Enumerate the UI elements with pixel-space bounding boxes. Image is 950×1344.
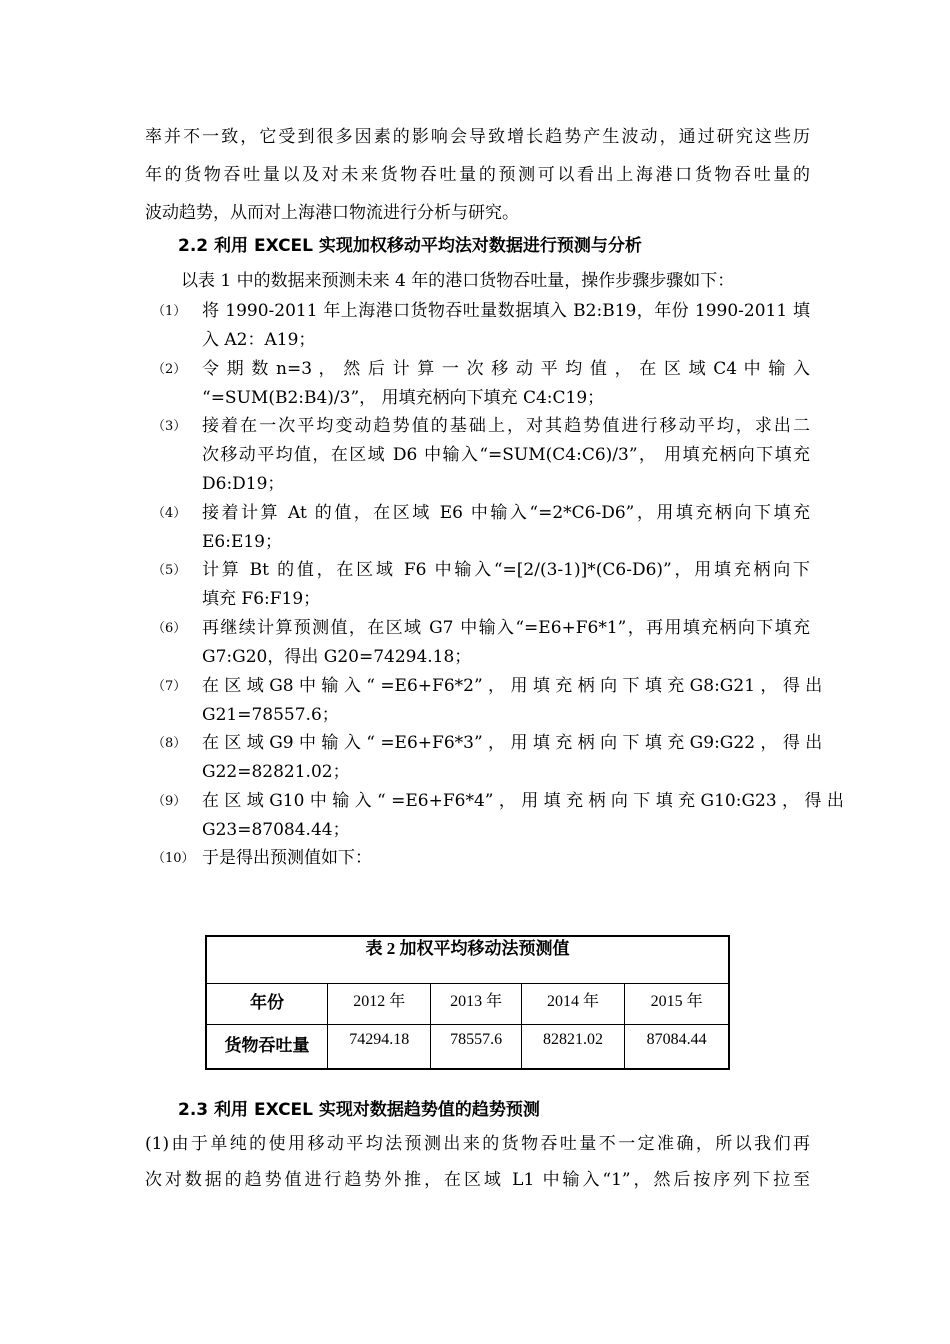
- step-number: （7）: [152, 679, 187, 694]
- section-2-3-heading: 2.3 利用 EXCEL 实现对数据趋势值的趋势预测: [178, 1100, 540, 1120]
- step-2-line-2: “=SUM(B2:B4)/3”， 用填充柄向下填充 C4:C19；: [202, 388, 605, 408]
- section-2-3-line-2: 次对数据的趋势值进行趋势外推，在区域 L1 中输入“1”，然后按序列下拉至: [145, 1170, 810, 1190]
- step-4-line-1: 接着计算 At 的值，在区域 E6 中输入“=2*C6-D6”，用填充柄向下填充: [202, 503, 810, 523]
- intro-line-2: 年的货物吞吐量以及对未来货物吞吐量的预测可以看出上海港口货物吞吐量的: [145, 165, 810, 185]
- table-row-label: 货物吞吐量: [206, 1025, 328, 1069]
- step-8-line-2: G22=82821.02；: [202, 762, 350, 782]
- intro-line-3: 波动趋势，从而对上海港口物流进行分析与研究。: [145, 203, 519, 223]
- step-5-line-2: 填充 F6:F19；: [202, 589, 321, 609]
- table-year-cell: 2014 年: [521, 984, 624, 1025]
- step-4-line-2: E6:E19；: [202, 532, 282, 552]
- table-year-cell: 2015 年: [625, 984, 729, 1025]
- section-2-2-lead: 以表 1 中的数据来预测未来 4 年的港口货物吞吐量，操作步骤步骤如下：: [181, 271, 735, 291]
- step-number: （3）: [152, 419, 187, 434]
- step-3-line-3: D6:D19；: [202, 474, 285, 494]
- table-header-label: 年份: [206, 984, 328, 1025]
- step-10-line-1: 于是得出预测值如下：: [202, 848, 372, 868]
- step-2-line-1: 令 期 数 n=3 ， 然 后 计 算 一 次 移 动 平 均 值 ， 在 区 域 C4 中 输 入: [202, 359, 810, 379]
- step-8-line-1: 在 区 域 G9 中 输 入 “ =E6+F6*3” ， 用 填 充 柄 向 下 填 充 G9:G22 ， 得 出: [202, 733, 823, 753]
- table-value-cell: 87084.44: [625, 1025, 729, 1069]
- step-6-line-1: 再继续计算预测值，在区域 G7 中输入“=E6+F6*1”，再用填充柄向下填充: [202, 618, 810, 638]
- step-3-line-1: 接着在一次平均变动趋势值的基础上，对其趋势值进行移动平均，求出二: [202, 416, 810, 436]
- step-3-line-2: 次移动平均值，在区域 D6 中输入“=SUM(C4:C6)/3”， 用填充柄向下填充: [202, 445, 810, 465]
- table-year-cell: 2012 年: [328, 984, 431, 1025]
- table-value-cell: 74294.18: [328, 1025, 431, 1069]
- step-1-line-2: 入 A2：A19；: [202, 330, 316, 350]
- step-number: （8）: [152, 736, 187, 751]
- step-5-line-1: 计算 Bt 的值，在区域 F6 中输入“=[2/(3-1)]*(C6-D6)”，用填充柄向下: [202, 560, 810, 580]
- table-caption: 表 2 加权平均移动法预测值: [206, 936, 729, 984]
- table-value-cell: 82821.02: [521, 1025, 624, 1069]
- step-number: （5）: [152, 563, 187, 578]
- step-number: （4）: [152, 506, 187, 521]
- step-number: （1）: [152, 304, 187, 319]
- table-year-cell: 2013 年: [431, 984, 521, 1025]
- section-2-2-heading: 2.2 利用 EXCEL 实现加权移动平均法对数据进行预测与分析: [178, 236, 642, 256]
- step-number: （9）: [152, 794, 187, 809]
- step-9-line-2: G23=87084.44；: [202, 820, 350, 840]
- step-9-line-1: 在 区 域 G10 中 输 入 “ =E6+F6*4” ， 用 填 充 柄 向 下 填 充 G10:G23 ， 得 出: [202, 791, 844, 811]
- step-number: （2）: [152, 362, 187, 377]
- step-7-line-1: 在 区 域 G8 中 输 入 “ =E6+F6*2” ， 用 填 充 柄 向 下 填 充 G8:G21 ， 得 出: [202, 676, 823, 696]
- step-1-line-1: 将 1990-2011 年上海港口货物吞吐量数据填入 B2:B19，年份 1990-2011 填: [202, 301, 810, 321]
- intro-line-1: 率并不一致，它受到很多因素的影响会导致增长趋势产生波动，通过研究这些历: [145, 127, 810, 147]
- step-number: （6）: [152, 621, 187, 636]
- step-6-line-2: G7:G20，得出 G20=74294.18；: [202, 647, 472, 667]
- forecast-table: [205, 935, 730, 1070]
- step-number: （10）: [152, 851, 195, 866]
- section-2-3-line-1: (1)由于单纯的使用移动平均法预测出来的货物吞吐量不一定准确，所以我们再: [145, 1134, 810, 1154]
- step-7-line-2: G21=78557.6；: [202, 705, 339, 725]
- table-value-cell: 78557.6: [431, 1025, 521, 1069]
